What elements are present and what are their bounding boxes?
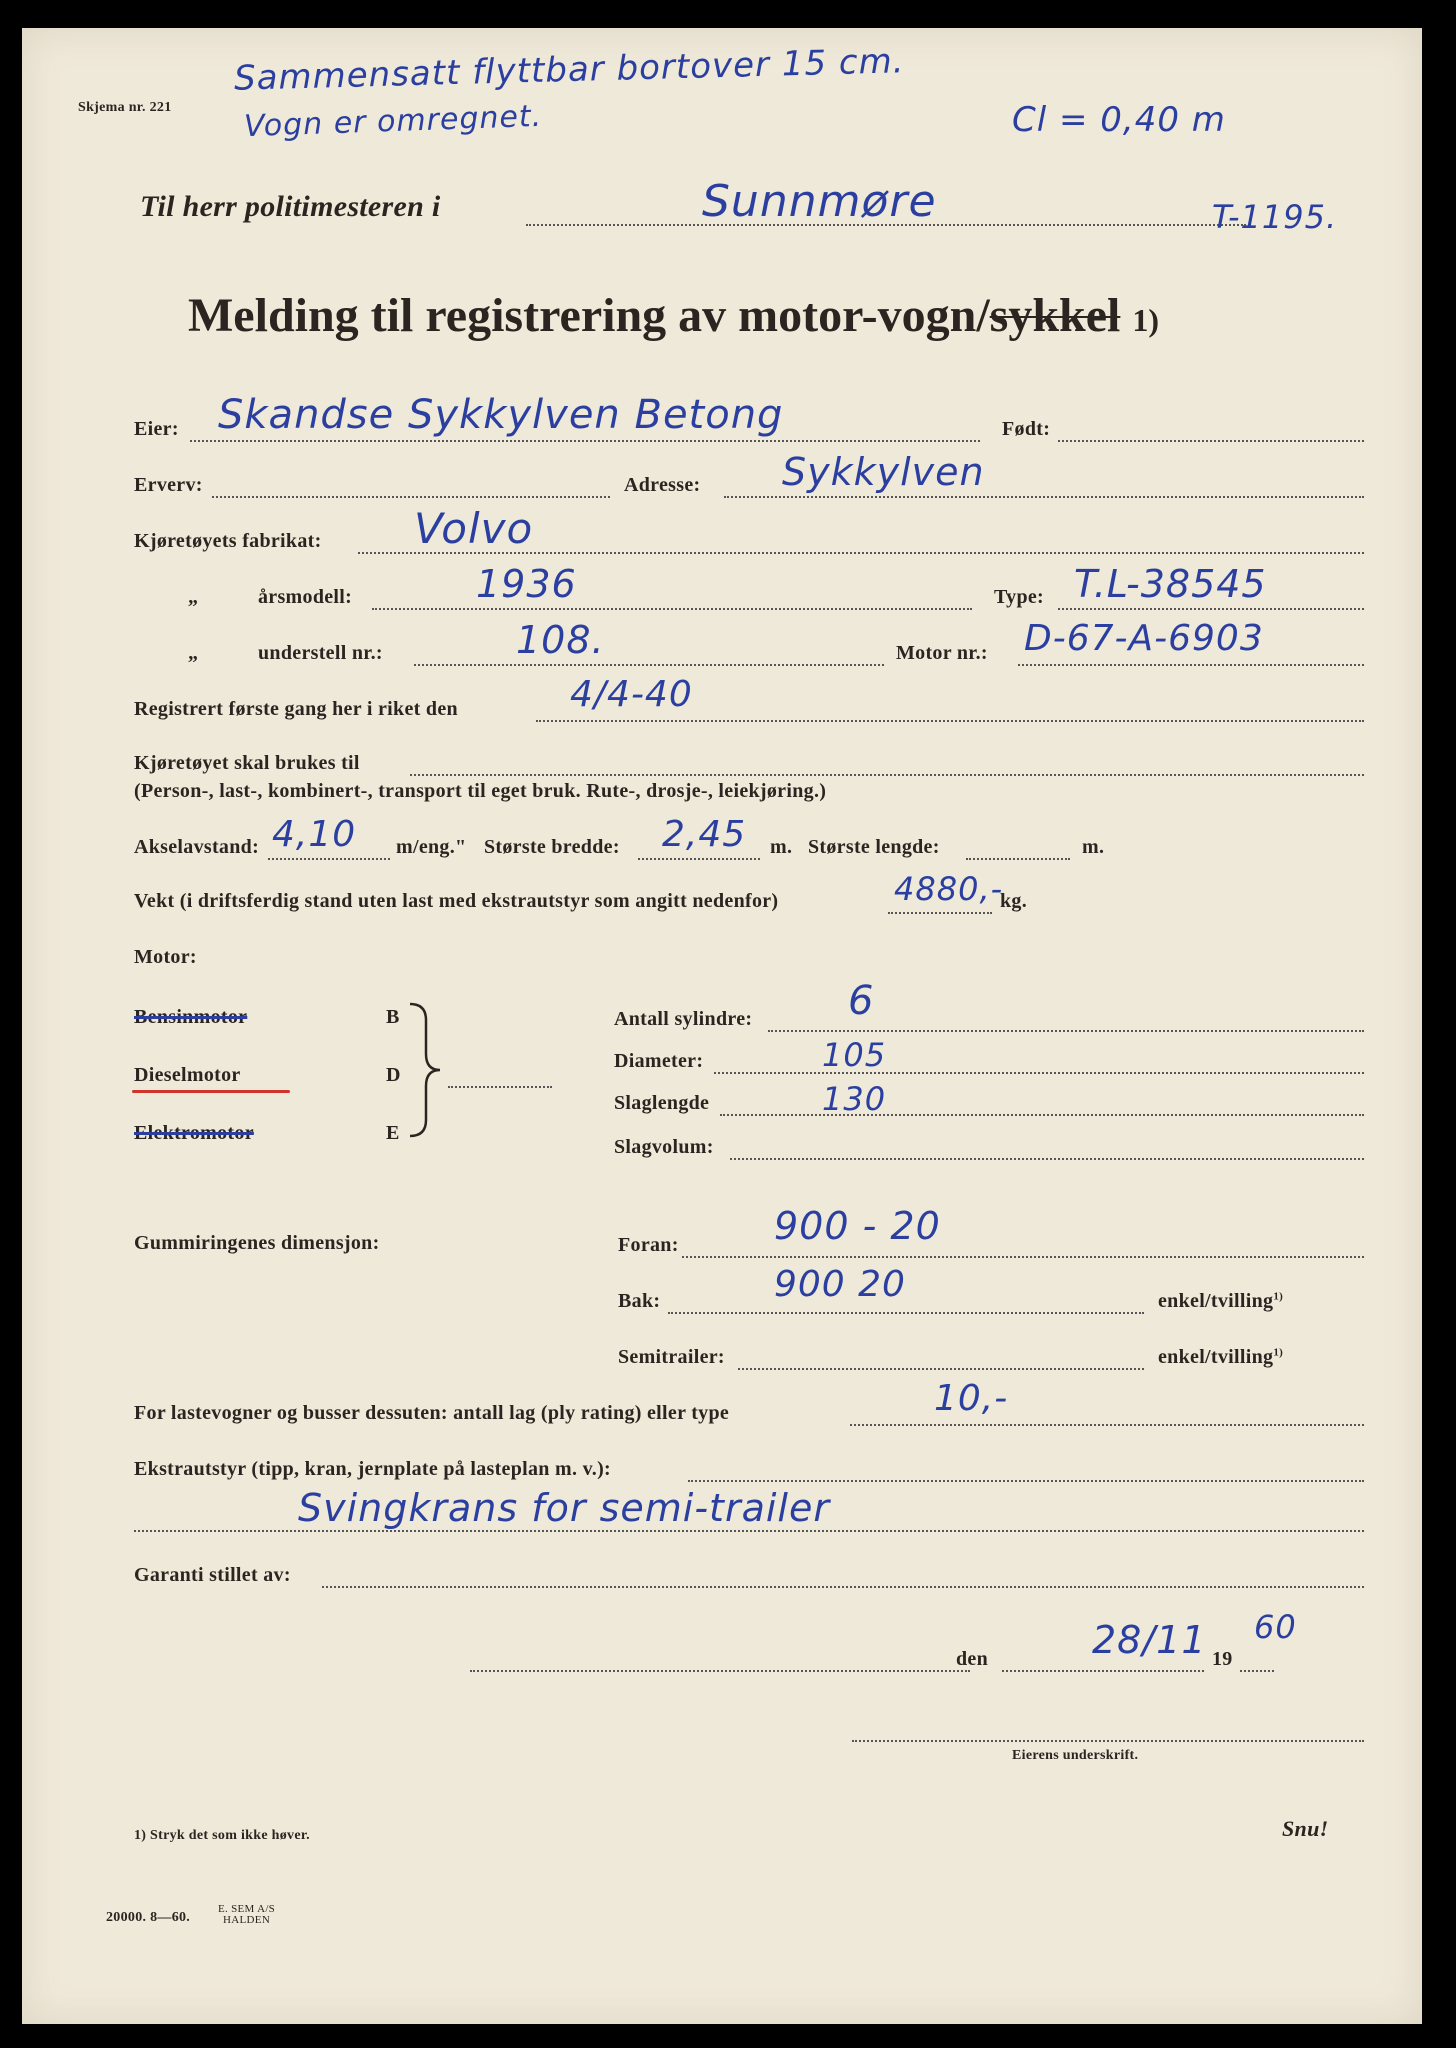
chassis-no-line <box>414 664 884 666</box>
label-width-unit: m. <box>770 836 793 858</box>
handwritten-district: Sunnmøre <box>702 176 937 227</box>
footnote: 1) Stryk det som ikke høver. <box>134 1828 310 1843</box>
form-title-struck: sykkel <box>989 289 1121 342</box>
label-stroke: Slaglengde <box>614 1092 710 1114</box>
label-wheelbase-unit: m/eng." <box>396 836 467 858</box>
handwritten-first-registered: 4/4-40 <box>570 674 693 715</box>
label-model-year: årsmodell: <box>258 586 353 608</box>
motor-no-line <box>1018 664 1364 666</box>
handwritten-weight: 4880,- <box>894 870 1004 908</box>
label-extra-equipment: Ekstrautstyr (tipp, kran, jernplate på lasteplan m. v.): <box>134 1458 612 1480</box>
guarantee-line <box>322 1586 1364 1588</box>
motor-brace <box>406 1000 446 1140</box>
handwritten-extra-equipment: Svingkrans for semi-trailer <box>298 1486 830 1530</box>
handwritten-model-year: 1936 <box>476 562 577 606</box>
label-motor: Motor: <box>134 946 197 968</box>
handwritten-stroke: 130 <box>822 1080 887 1118</box>
front-tyres-line <box>682 1256 1364 1258</box>
cylinders-line <box>768 1030 1364 1032</box>
born-line <box>1058 440 1364 442</box>
label-owner: Eier: <box>134 418 179 440</box>
printer-imprint <box>218 1904 275 1926</box>
signature-line <box>852 1740 1364 1742</box>
year-line <box>1240 1670 1274 1672</box>
label-wheelbase: Akselavstand: <box>134 836 260 858</box>
label-cylinders: Antall sylindre: <box>614 1008 753 1030</box>
label-ply-rating: For lastevogner og busser dessuten: antall lag (ply rating) eller type <box>134 1402 730 1424</box>
label-first-registered: Registrert første gang her i riket den <box>134 698 458 720</box>
usage-options: (Person-, last-, kombinert-, transport til eget bruk. Rute-, drosje-, leiekjøring.) <box>134 780 827 802</box>
place-line <box>470 1670 970 1672</box>
rear-footnote-mark: 1) <box>1273 1290 1284 1303</box>
handwritten-address: Sykkylven <box>782 450 985 494</box>
salutation: Til herr politimesteren i <box>140 190 441 223</box>
handwritten-date-year: 60 <box>1254 1608 1297 1646</box>
handwritten-note-line-2: Vogn er omregnet. <box>243 98 543 145</box>
option-electric-motor: Elektromotor <box>134 1122 254 1144</box>
label-usage: Kjøretøyet skal brukes til <box>134 752 360 774</box>
rear-tyres-line <box>668 1312 1144 1314</box>
label-address: Adresse: <box>624 474 701 496</box>
form-title-note: 1) <box>1132 302 1160 338</box>
label-rear: Bak: <box>618 1290 661 1312</box>
ditto-mark-2: „ <box>188 642 199 664</box>
wheelbase-line <box>268 858 390 860</box>
printer-name: E. SEM A/S <box>218 1903 276 1915</box>
label-kg: kg. <box>1000 890 1028 912</box>
label-born: Født: <box>1002 418 1051 440</box>
label-semitrailer: Semitrailer: <box>618 1346 725 1368</box>
displacement-line <box>730 1158 1364 1160</box>
label-chassis-no: understell nr.: <box>258 642 383 664</box>
address-line <box>724 496 1364 498</box>
weight-line <box>888 912 992 914</box>
rear-single-twin-label: enkel/tvilling <box>1158 1290 1274 1312</box>
print-run: 20000. 8—60. <box>106 1910 191 1925</box>
handwritten-tyres-rear: 900 20 <box>774 1264 906 1305</box>
semitrailer-single-twin <box>1158 1346 1283 1369</box>
option-petrol-motor: Bensinmotor <box>134 1006 248 1028</box>
handwritten-wheelbase: 4,10 <box>272 814 357 855</box>
handwritten-chassis-no: 108. <box>516 618 605 662</box>
handwritten-cylinders: 6 <box>848 978 875 1024</box>
turn-over: Snu! <box>1282 1816 1329 1841</box>
code-e: E <box>386 1122 400 1144</box>
handwritten-max-width: 2,45 <box>662 814 747 855</box>
max-length-line <box>966 858 1070 860</box>
label-make: Kjøretøyets fabrikat: <box>134 530 322 552</box>
handwritten-ply-rating: 10,- <box>934 1378 1009 1419</box>
first-registered-line <box>536 720 1364 722</box>
model-year-line <box>372 608 972 610</box>
label-front: Foran: <box>618 1234 679 1256</box>
date-line <box>1002 1670 1204 1672</box>
owner-line <box>190 440 980 442</box>
acquisition-line <box>212 496 610 498</box>
printer-city: HALDEN <box>223 1914 271 1926</box>
label-displacement: Slagvolum: <box>614 1136 714 1158</box>
ply-rating-line <box>850 1424 1364 1426</box>
label-date-century: 19 <box>1212 1648 1233 1670</box>
form-number: Skjema nr. 221 <box>78 100 172 115</box>
semitrailer-line <box>738 1368 1144 1370</box>
code-d: D <box>386 1064 401 1086</box>
handwritten-diameter: 105 <box>822 1036 887 1074</box>
handwritten-make: Volvo <box>414 504 534 553</box>
label-motor-no: Motor nr.: <box>896 642 988 664</box>
label-tyres: Gummiringenes dimensjon: <box>134 1232 380 1254</box>
stroke-line <box>720 1114 1364 1116</box>
handwritten-type: T.L-38545 <box>1074 562 1267 606</box>
max-width-line <box>638 858 760 860</box>
label-type: Type: <box>994 586 1045 608</box>
type-line <box>1058 608 1364 610</box>
option-diesel-motor: Dieselmotor <box>134 1064 241 1086</box>
label-date-den: den <box>956 1648 989 1670</box>
handwritten-note-line-1: Sammensatt flyttbar bortover 15 cm. <box>233 41 905 99</box>
handwritten-motor-no: D-67-A-6903 <box>1024 618 1264 659</box>
label-acquisition: Erverv: <box>134 474 203 496</box>
rear-single-twin <box>1158 1290 1283 1313</box>
handwritten-reference: T-1195. <box>1212 198 1338 236</box>
usage-line <box>410 774 1364 776</box>
handwritten-owner: Skandse Sykkylven Betong <box>218 392 784 438</box>
label-length-unit: m. <box>1082 836 1105 858</box>
label-max-length: Største lengde: <box>808 836 940 858</box>
semitrailer-single-twin-label: enkel/tvilling <box>1158 1346 1274 1368</box>
ditto-mark-1: „ <box>188 586 199 608</box>
handwritten-date-day: 28/11 <box>1092 1618 1207 1662</box>
label-max-width: Største bredde: <box>484 836 620 858</box>
handwritten-note-top-right: Cl = 0,40 m <box>1012 100 1226 140</box>
code-b: B <box>386 1006 400 1028</box>
extra-equipment-line-1 <box>688 1480 1364 1482</box>
handwritten-tyres-front: 900 - 20 <box>774 1204 941 1248</box>
diesel-underline-mark <box>132 1090 290 1093</box>
form-title-main: Melding til registrering av motor-vogn/ <box>188 289 990 342</box>
label-signature: Eierens underskrift. <box>1012 1748 1139 1763</box>
diameter-line <box>714 1072 1364 1074</box>
label-diameter: Diameter: <box>614 1050 704 1072</box>
label-weight: Vekt (i driftsferdig stand uten last med ekstrautstyr som angitt nedenfor) <box>134 890 779 912</box>
motor-type-line <box>448 1086 552 1088</box>
form-title <box>188 288 1159 343</box>
extra-equipment-line-2 <box>134 1530 1364 1532</box>
label-guarantee: Garanti stillet av: <box>134 1564 291 1586</box>
semitrailer-footnote-mark: 1) <box>1273 1346 1284 1359</box>
registration-form-sheet <box>22 28 1422 2024</box>
